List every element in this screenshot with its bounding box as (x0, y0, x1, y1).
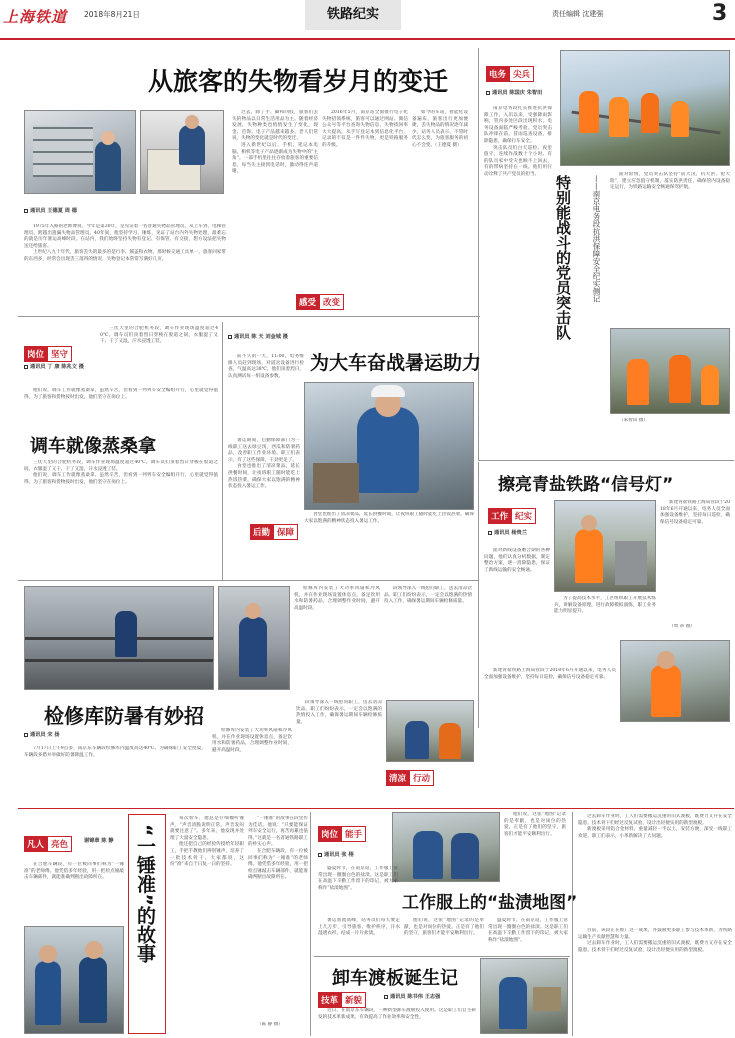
salt-photo (392, 812, 500, 882)
inspect-section-badge: 清凉 行动 (386, 770, 434, 786)
salt-text-col1: 盛夏时节，在南京站，工作服上常常出现一圈圈白色的盐渍。这是职工们在高温下辛勤工作留下的印记，被大家称作“盐渍地图”。 (318, 866, 398, 891)
lost-text-col4: （朱智田 摄） (619, 418, 649, 423)
inspect-text-col1: 7月17日上午9点多，南京东车辆段检修库内温度高达40℃。为确保职工安全度夏，车辆段多措并举做好防暑降温工作。 (24, 746, 206, 758)
run-photo-worker (304, 382, 474, 510)
lost-byline: 通讯员 陈国庆 朱智田 (486, 90, 542, 97)
inspect-photo-2 (218, 586, 290, 690)
lost-section-badge: 电务 尖兵 (486, 66, 534, 82)
run-text-col3: 食堂也推出了清凉菜品，延长供餐时间，让夜班职工随时能吃上热饭热菜，确保大家以饱满的精神状态投入暑运工作。 (304, 512, 474, 524)
team-photo-repair (610, 328, 730, 414)
run-text-col1: 前不久的一天，11:00，电务维修人员赶到现场，对道岔设备进行检查。气温高达38℃，他们顶着烈日，认真测试每一组设备参数。 (228, 354, 304, 379)
lead-byline: 通讯员 王德夏 周 德 (24, 208, 77, 215)
lost-text-col1: 南京电务段扎实推进抗洪保障工作。入汛以来，受强降雨影响，管内多处区段出现积水，电务设备面临严峻考验。党员突击队冲锋在前，冒雨巡查设备，排除隐患，确保行车安全。 突击队员们白天巡检、夜里值守，连续作战数十个小时。有的队员家中受灾也顾不上回去，有的带病坚持在一线。他们用行动诠释了共产党员的担当。 (484, 106, 552, 177)
inspect-text-col3: 段领导深入一线慰问职工，送去清凉饮品。职工们纷纷表示，一定会以饱满的热情投入工作，确保暑运期间车辆检修质量。 (384, 586, 472, 605)
hammer-text-col2: 每次检车，他总是仔细倾听锤声，“声音清脆说明正常，声音发闷就要注意了”。多年来，他发现并处理了大量安全隐患。 他还把自己的经验传授给年轻职工，手把手教他们辨别锤声，培养了一批技术骨干。大家都说，这份“准”来自于日复一日的坚持。 (170, 816, 244, 868)
signal-text-col5: 新建青盐铁路上海局管段于2018年6月开通以来，电务人员全面加强设备维护，坚持每日巡检，确保信号设备稳定可靠。 (484, 668, 616, 680)
platform-headline: 卸车渡板诞生记 (332, 968, 458, 989)
hammer-vertical-headline: “一锤准”的故事 (134, 824, 156, 963)
masthead (0, 0, 735, 40)
hammer-byline: 谢锦章 陈 静 (84, 838, 114, 844)
signal-text-col2: 面对新线设备磨合期的各种问题，他们认真分析数据，制定整治方案，逐一消除隐患，保证了新线运输的安全畅通。 (484, 548, 550, 573)
salt-text-col4: 盛夏时节，在南京站，工作服上常常出现一圈圈白色的盐渍。这是职工们在高温下辛勤工作留下的印记，被大家称作“盐渍地图”。 (488, 918, 568, 943)
inspect-photo-3 (386, 700, 474, 762)
editor-credit: 责任编辑 沈建强 (552, 10, 604, 18)
signal-text-col4: （周 蒂 摄） (669, 624, 695, 629)
platform-photo (480, 958, 568, 1034)
team-photo-rail (560, 50, 730, 166)
platform-section-badge: 技革 新貌 (318, 992, 366, 1008)
hammer-text-col1: 在合肥车辆段，有一位被同事们称为“一锤准”的老师傅。他凭借多年经验，用一把检点锤敲击车辆部件，就能准确判断出故障所在。 (24, 862, 124, 881)
section-tab (305, 0, 401, 30)
inspect-photo-1 (24, 586, 214, 690)
inspect-text-col2: 检修库内安装了大功率风扇和冷风机，并在作业现场设置休息点，备足饮用水和防暑药品，合理调整作业时间，避开高温时段。 (294, 586, 380, 611)
lead-headline: 从旅客的失物看岁月的变迁 (148, 67, 449, 96)
run-headline: 为大车奋战暑运助力 (310, 352, 482, 374)
lead-text-col4: 如今的车站，智能化设备遍布，旅客出行更加便捷，丢失物品的情况逐年减少。站务人员表示，不管时代怎么变，为旅客服务的初心不会变。（王德夏 摄） (412, 110, 468, 148)
platform-text-col2: 过去卸车作业时，工人们需要搬运沉重的旧式渡板，既费力又存在安全隐患。技术骨干们经过反复试验，设计出轻便实用的新型渡板。 新渡板采用铝合金材料，重量减轻一半以上，安装方便，深受一线职工欢迎。职工们表示，小革新解决了大问题。 (578, 814, 732, 839)
hammer-text-col3: “一锤准”的故事在段里传为佳话。他说：“只要能保证列车安全运行，再苦再累也值得。”这就是一名普通铁路职工的朴实心声。 在合肥车辆段，有一位被同事们称为“一锤准”的老师傅。他凭借多年经验，用一把检点锤敲击车辆部件，就能准确判断出故障所在。 (248, 816, 308, 881)
run-byline: 通讯员 陈 天 刘金城 摄 (228, 334, 288, 341)
run-section-badge: 后勤 保障 (250, 524, 298, 540)
issue-date: 2018年8月21日 (84, 10, 140, 19)
signal-photo-2 (620, 640, 730, 722)
inspect-headline: 检修库防暑有妙招 (44, 704, 204, 728)
platform-byline: 通讯员 陈书伟 王志强 (384, 994, 440, 1001)
lost-vertical-headline: 特别能战斗的党员突击队 (554, 175, 572, 340)
signal-text-col3: 为了提高技术水平，工区组织职工开展技术练兵，讲解设备原理，进行故障模拟演练，职工业务能力明显提升。 (554, 596, 656, 615)
signal-headline: 擦亮青盐铁路“信号灯” (498, 475, 674, 495)
platform-text-col1: 近日，在南京东车辆段，一种新型卸车渡板投入使用。这是职工们自主研发的技术革新成果，有效提高了作业效率和安全性。 (318, 1008, 476, 1020)
run-text-col2: 暑运期间，后勤保障部门为一线职工送去绿豆汤、西瓜和防暑药品，改善职工作业环境。职工们表示，有了这些保障，干劲更足了。 食堂也推出了清凉菜品，延长供餐时间，让夜班职工随时能吃上热饭热菜，确保大家以饱满的精神状态投入暑运工作。 (228, 438, 300, 490)
post-headline: 调车就像蒸桑拿 (30, 436, 156, 457)
inspect-byline: 通讯员 宋 扬 (24, 732, 60, 739)
signal-section-badge: 工作 纪实 (488, 508, 536, 524)
newspaper-logo: 上海铁道 (3, 8, 68, 26)
post-text-col1: 三伏天里的合肥机务段，调车作业现场温度超过40℃。调车员们顶着烈日穿梭在股道之间，衣服湿了又干、干了又湿，汗水浸透工装。 (100, 326, 218, 345)
lead-photo-counter (140, 110, 224, 194)
post-text-col2: 三伏天里的合肥机务段，调车作业现场温度超过40℃。调车员们顶着烈日穿梭在股道之间，衣服湿了又干、干了又湿，汗水浸透工装。 他们说，调车工作就像蒸桑拿，虽然辛苦，但看到一列列车安全编组开行，心里就觉得值得。为了旅客和货物按时出发，他们坚守在岗位上。 (24, 460, 218, 485)
salt-headline: 工作服上的“盐渍地图” (402, 893, 578, 913)
salt-text-col3: 他们说，这张“地图”记录的是奉献，也是对岗位的热爱。正是有了他们的坚守，旅客们才能平安顺利出行。 (404, 918, 484, 937)
hammer-section-badge: 凡人 亮色 (24, 836, 72, 852)
hammer-photo (24, 926, 124, 1034)
lead-photo-shelves (24, 110, 136, 194)
hammer-author: （陈 静 摄） (257, 1022, 283, 1027)
lead-text-col1: 1975年入路的老师傅说，今年是第30年，是见证着一名普通失物品管理员。从上车到，电梯管理员，跨越出遗漏失物品管理员，40年间，他坚持学习、锤炼，见证了站台内外失物处理，最难忘的就是历年暑运高峰时段。在站内，我们始终坚持失物有登记、有保管、有交接，想方设法把失物送还给旅客。 上世纪八九十年代，旅客丢失的最多的是行李、铺盖和衣物。那时候交通工具单一，旅客回家带的东西多，经常会出现丢三落四的情况，失物登记本常常写满好几页。 (24, 224, 226, 262)
lead-text-col2: 过去，除了手、脚和四肢，旅客们丢失的物品以日常生活用品为主。随着经济发展，失物种类也悄悄发生了变化，现金、首饰、电子产品越来越多。老人们常说，失物的变化就是时代的变迁。 进入新世纪以后，手机、笔记本电脑、相机等电子产品逐渐成为失物中的“主角”。一部手机里往往存放着旅客的重要信息，每当失主接到电话时，激动得连声道谢。 (232, 110, 318, 175)
section-title: 铁路纪实 (326, 7, 379, 22)
post-byline: 通讯员 丁 康 陈兆文 摄 (24, 364, 98, 371)
salt-text-col2: 暑运客流高峰，站务员们每天要走上几万步，引导旅客、维护秩序，汗水湿透衣衫，结成一片片盐渍。 (318, 918, 400, 937)
page-number: 3 (712, 1, 728, 26)
platform-text-col3: 目前，该段正在推广这一成果，并鼓励更多职工参与技术革新，为铁路运输生产贡献智慧和力量。 过去卸车作业时，工人们需要搬运沉重的旧式渡板，既费力又存在安全隐患。技术骨干们经过反复试验，设计出轻便实用的新型渡板。 (578, 928, 732, 953)
salt-byline: 通讯员 张 栩 (318, 852, 354, 859)
inspect-text-col4: 检修库内安装了大功率风扇和冷风机，并在作业现场设置休息点，备足饮用水和防暑药品，合理调整作业时间，避开高温时段。 (212, 728, 292, 753)
lead-section-badge: 感受 改变 (296, 294, 344, 310)
lost-vertical-subtitle: ——南京电务段抗洪保障安全纪实侧记 (592, 175, 601, 303)
signal-photo-1 (554, 500, 656, 592)
lead-text-col3: 2016年5月，南京站全面推行电子化失物招领系统，旅客可以通过网站、微信公众号等平台查询失物信息，失物找回率大大提高。从手写登记本到信息化平台，记录的不仅是一件件失物，更是铁路服务的升级。 (322, 110, 408, 148)
post-section-badge: 岗位 坚守 (24, 346, 72, 362)
salt-text-col0: 他们说，这张“地图”记录的是奉献，也是对岗位的热爱。正是有了他们的坚守，旅客们才能平安顺利出行。 (504, 812, 566, 837)
inspect-text-col5: 段领导深入一线慰问职工，送去清凉饮品。职工们纷纷表示，一定会以饱满的热情投入工作，确保暑运期间车辆检修质量。 (296, 700, 382, 725)
post-text-intro: 他们说，调车工作就像蒸桑拿，虽然辛苦，但看到一列列车安全编组开行，心里就觉得值得。为了旅客和货物按时出发，他们坚守在岗位上。 (24, 388, 218, 400)
signal-text-col1: 新建青盐铁路上海局管段于2018年6月开通以来，电务人员全面加强设备维护，坚持每日巡检，确保信号设备稳定可靠。 (660, 500, 730, 525)
salt-section-badge: 岗位 能手 (318, 826, 366, 842)
lost-text-col3: 面对险情，党员突击队坚持“防大汛、抗大洪、抢大险”，建立应急值守机制，落实防洪责任，确保管内设备稳定运行，为铁路运输安全畅通保驾护航。 (610, 172, 730, 191)
signal-byline: 通讯员 杨贵兰 (488, 530, 527, 537)
